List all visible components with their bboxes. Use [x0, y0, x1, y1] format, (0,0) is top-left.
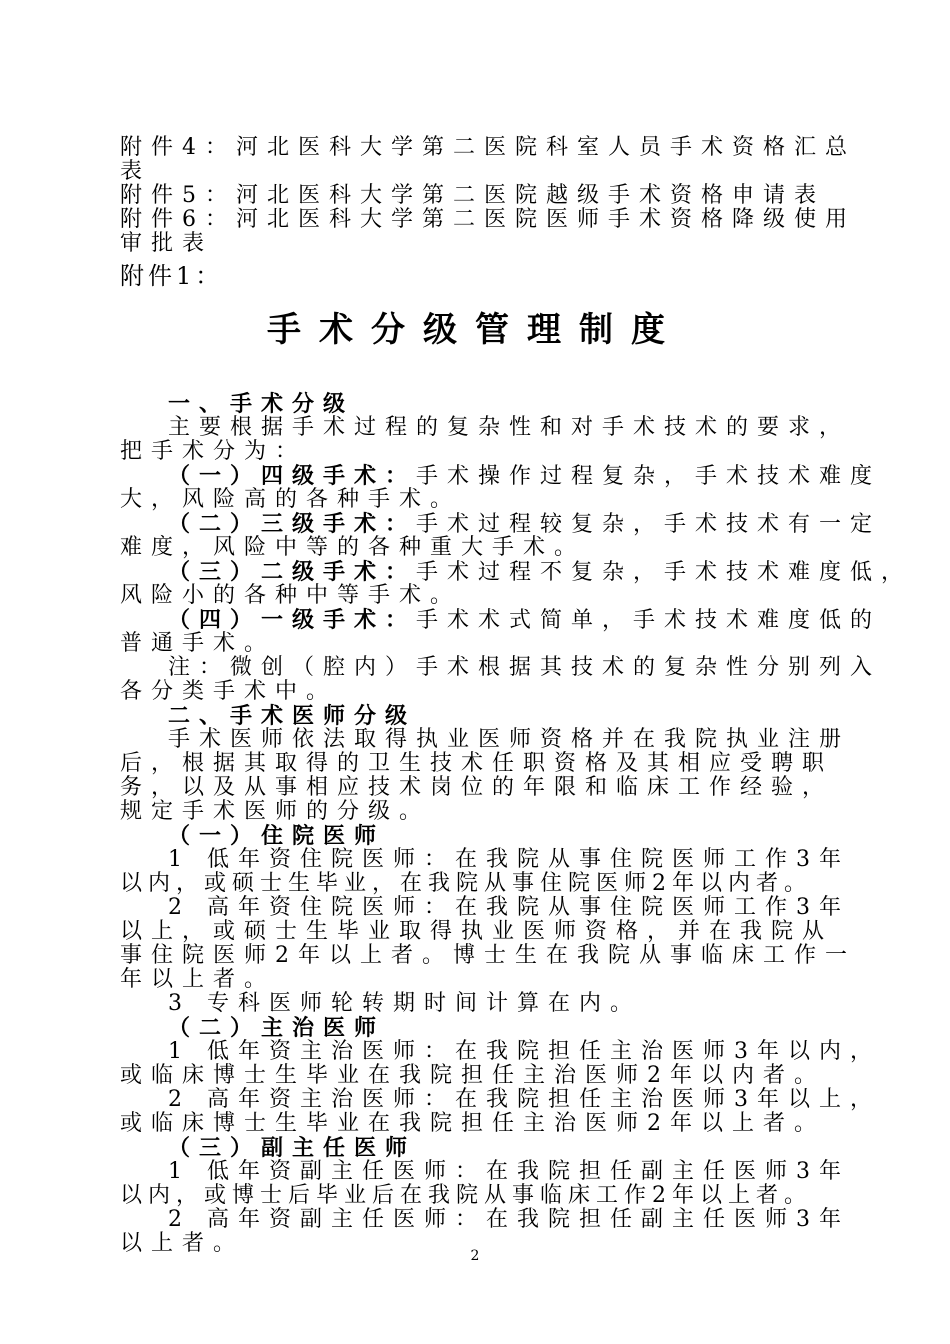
attachment-5-line1: 附件5：河北医科大学第二医院越级手术资格申请表	[120, 183, 825, 208]
attending-p2-line1: 2 高年资主治医师：在我院担任主治医师3年以上，	[168, 1087, 881, 1112]
resident-p3: 3 专科医师轮转期时间计算在内。	[168, 991, 641, 1016]
grade2-label: （三）二级手术：	[168, 559, 417, 585]
grade3-label: （二）三级手术：	[168, 511, 417, 537]
associate-p2-line1: 2 高年资副主任医师：在我院担任副主任医师3年	[168, 1207, 850, 1232]
grade4-cont: 大，风险高的各种手术。	[120, 487, 462, 512]
grade2-item	[168, 560, 912, 585]
attachment-6-line1: 附件6：河北医科大学第二医院医师手术资格降级使用	[120, 207, 856, 232]
grade3-item	[168, 512, 881, 537]
section1-note-line2: 各分类手术中。	[120, 679, 338, 704]
grade1-item	[168, 608, 881, 633]
grade1-cont: 普通手术。	[120, 631, 276, 656]
grade4-item	[168, 464, 881, 489]
resident-p1-line1: 1 低年资住院医师：在我院从事住院医师工作3年	[168, 847, 850, 872]
section1-note-line1: 注：微创（腔内）手术根据其技术的复杂性分别列入	[168, 655, 882, 680]
attending-p1-line2: 或临床博士生毕业在我院担任主治医师2年以内者。	[120, 1063, 825, 1088]
attachment-1-label: 附件1：	[120, 262, 224, 290]
associate-p2-line2: 以上者。	[120, 1231, 245, 1256]
section2-heading: 二、手术医师分级	[168, 703, 417, 729]
attending-p1-line1: 1 低年资主治医师：在我院担任主治医师3年以内，	[168, 1039, 881, 1064]
associate-p1-line1: 1 低年资副主任医师：在我院担任副主任医师3年	[168, 1159, 850, 1184]
section2-intro-line3: 务，以及从事相应技术岗位的年限和临床工作经验，	[120, 775, 834, 800]
resident-p2-line1: 2 高年资住院医师：在我院从事住院医师工作3年	[168, 895, 850, 920]
grade1-text: 手术术式简单，手术技术难度低的	[416, 608, 882, 633]
attending-p2-line2: 或临床博士生毕业在我院担任主治医师2年以上者。	[120, 1111, 825, 1136]
grade1-label: （四）一级手术：	[168, 607, 417, 633]
attachment-6-line2: 审批表	[120, 231, 214, 256]
grade2-text: 手术过程不复杂，手术技术难度低，	[416, 560, 913, 585]
resident-p2-line3: 事住院医师2年以上者。博士生在我院从事临床工作一	[120, 943, 856, 968]
grade3-text: 手术过程较复杂，手术技术有一定	[416, 512, 882, 537]
resident-heading: （一）住院医师	[168, 823, 386, 849]
attending-heading: （二）主治医师	[168, 1015, 386, 1041]
section2-intro-line1: 手术医师依法取得执业医师资格并在我院执业注册	[168, 727, 851, 752]
section1-intro-line1: 主要根据手术过程的复杂性和对手术技术的要求，	[168, 415, 851, 440]
attachment-4-line2: 表	[120, 159, 152, 184]
section1-heading: 一、手术分级	[168, 391, 355, 417]
resident-p2-line4: 年以上者。	[120, 967, 276, 992]
resident-p2-line2: 以上，或硕士生毕业取得执业医师资格，并在我院从	[120, 919, 834, 944]
section1-intro-line2: 把手术分为：	[120, 439, 307, 464]
grade2-cont: 风险小的各种中等手术。	[120, 583, 462, 608]
grade3-cont: 难度，风险中等的各种重大手术。	[120, 535, 586, 560]
section2-intro-line4: 规定手术医师的分级。	[120, 799, 431, 824]
section2-intro-line2: 后，根据其取得的卫生技术任职资格及其相应受聘职	[120, 751, 834, 776]
resident-p1-line2: 以内，或硕士生毕业，在我院从事住院医师2年以内者。	[120, 871, 812, 896]
grade4-text: 手术操作过程复杂，手术技术难度	[416, 464, 882, 489]
associate-heading: （三）副主任医师	[168, 1135, 417, 1161]
page-number: 2	[470, 1248, 480, 1264]
page-title: 手术分级管理制度	[267, 310, 683, 350]
attachment-4-line1: 附件4：河北医科大学第二医院科室人员手术资格汇总	[120, 135, 856, 160]
associate-p1-line2: 以内，或博士后毕业后在我院从事临床工作2年以上者。	[120, 1183, 812, 1208]
grade4-label: （一）四级手术：	[168, 463, 417, 489]
